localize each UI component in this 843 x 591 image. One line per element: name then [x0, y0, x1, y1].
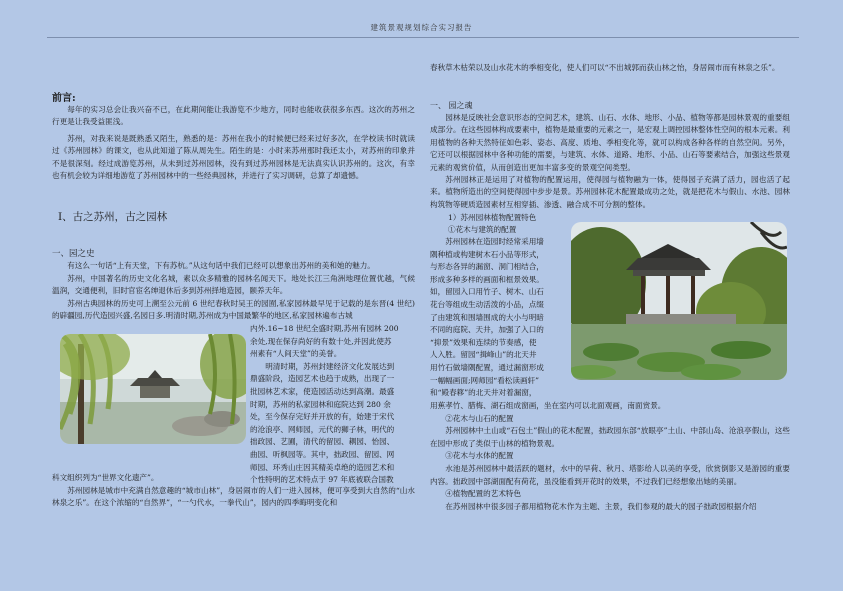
history-wrap-line: 明清时期，苏州封建经济文化发展达到 [265, 361, 395, 371]
history-wrap-line: 师园、环秀山庄因其精美卓绝的造园艺术和 [250, 462, 395, 472]
wrap-line: 不同的庭院、天井，加强了入口的 [430, 325, 544, 335]
wrap-line: “抑景”效果和连续的节奏感，使 [430, 337, 537, 347]
history-paragraph-1: 有这么一句话“上有天堂，下有苏杭。”从这句话中我们已经可以想象出苏州的美和她的魅力。 [67, 261, 375, 270]
section-heading-soul: 一、 园之魂 [430, 101, 473, 110]
plant-rock-text: 苏州园林中土山或“石包土”假山的花木配置，拙政园东部“放眼亭”土山、中部山岛、沧浪亭假山，这些在园中形成了类似于山林的植物景观。 [430, 426, 790, 448]
history-wrap-line: 拙政园、艺圃，清代的留园、耦园、怡园、 [250, 437, 395, 447]
preface-heading: 前言: [52, 93, 76, 104]
soul-paragraph-1: 园林是反映社会意识形态的空间艺术，建筑、山石、水体、地形、小品、植物等都是园林景观的重要组成部分。在这些园林构成要素中，植物是最重要的元素之一，是宏观上调控园林整体性空间的根本元素。利用植物的各种天然特征如色彩、姿态、高度、质地、季相变化等，就可以构成各种各样的自然空间。另外，它还可以根据园林中各种功能的需要，与建筑、水体、道路、地形、小品、山石等要素结合，加强这些景观元素的观赏价值，从而创造出更加丰富多变的景观空间类型。 [430, 113, 790, 172]
history-body-continued [52, 472, 415, 510]
header-divider [47, 37, 799, 38]
history-paragraph-4-tail: 科文组织列为“世界文化遗产”。 [52, 473, 159, 482]
history-wrap-line: 内外.16~18 世纪全盛时期,苏州有园林 200 [250, 324, 399, 333]
plant-art-text: 在苏州园林中很多园子都用植物花木作为主题、主景，我们参观的最大的园子拙政园根据介绍 [445, 501, 757, 511]
soul-body [430, 112, 790, 211]
planting-body-lower [430, 400, 790, 513]
wrap-line: 如，留园入口用竹子、树木、山石 [430, 287, 544, 297]
subheading-plant-water: ③花木与水体的配置 [445, 451, 514, 461]
wrap-line: 了由建筑和围墙围成的大小与明暗 [430, 312, 544, 322]
subheading-plant-building: ①花木与建筑的配置 [448, 225, 517, 235]
history-wrap-line: 州素有“人间天堂”的美誉。 [250, 349, 342, 359]
history-wrap-line: 时期，苏州的私家园林和庭院达到 280 余 [250, 399, 391, 409]
history-paragraph-5: 苏州园林是城市中充满自然意趣的“城市山林”，身居闹市的人们一进入园林，便可享受到大自然的“山水林泉之乐”。在这个浓缩的“自然界”，“一勺代水，一拳代山”，园内的四季晦明变化和 [52, 485, 415, 508]
part-heading: Ⅰ、古之苏州，古之园林 [58, 211, 168, 223]
wrap-line: 人入胜。留园“揖峰山”的北天井 [430, 350, 537, 360]
history-wrap-line: 鼎盛阶段，造园艺术也趋于成熟，出现了一 [250, 374, 395, 384]
wrap-line: 一幅幅画面;网师园“看松读画轩” [430, 375, 540, 385]
preface-paragraph-1: 每年的实习总会让我兴奋不已，在此期间能让我游览不少地方，同时也能收获很多东西。这次的苏州之行更是让我受益匪浅。 [52, 105, 415, 127]
history-wrap-line: 余处,现在保存尚好的有数十处,并因此使苏 [250, 336, 392, 346]
section-heading-history: 一、园之史 [52, 249, 95, 259]
plant-building-text [430, 236, 568, 400]
history-paragraph-3: 苏州古典园林的历史可上溯至公元前 6 世纪春秋时吴王的园囿,私家园林最早见于记载的是东晋(4 世纪)的辟疆园,历代造园兴盛,名园日多.明清时期,苏州成为中国最繁华的地区,私家园林遍布古城 [52, 298, 415, 321]
plant-water-text: 水池是苏州园林中最活跃的题材，水中的早荷、秋月、塔影给人以美的享受，欣赏倒影又是游园的重要内容。拙政园中部湖面配有荷花，虽没能看到开花时的效果，不过我们已经想象出她的美丽。 [430, 463, 790, 486]
history-wrap-line: 个性特明的艺术特点于 97 年底被联合国教 [250, 475, 394, 485]
wrap-line: 隅种植或构建树木石小品等形式， [430, 249, 544, 259]
preface-paragraph-2: 苏州，对我来说是既熟悉又陌生，熟悉的是：苏州在我小的时候便已经来过好多次，在学校读书时就读过《苏州园林》的课文，也从此知道了陈从周先生。陌生的是：小时来苏州那时我还太小，对苏州的印象并不是很深刻。经过成游览苏州，从未到过苏州园林，没有到过苏州园林是无法真实认识苏州的。这次，有幸也有机会较为详细地游览了苏州园林中的一些经典园林，并进行了实习调研，总算了却遗憾。 [52, 133, 415, 181]
history-wrap-line: 批园林艺术家，使造园活动达到高潮。最盛 [250, 386, 395, 396]
history-wrap-line: 曲园、听枫园等。其中，拙政园、留园、网 [250, 449, 395, 459]
history-wrap-line: 的沧浪亭、网师园，元代的狮子林，明代的 [250, 424, 395, 434]
history-paragraph-2: 苏州，中国著名的历史文化名城，素以众多精雅的园林名闻天下。地处长江三角洲地理位置优越，气候温润，交通便利，旧时官宦名绅退休后多到苏州择地造园，颐养天年。 [52, 273, 415, 296]
garden-photo-pavilion-lotus [571, 222, 787, 380]
wrap-line: 花台等组成生动活泼的小品，点缀 [430, 299, 544, 309]
preface-body [52, 104, 415, 182]
history-wrap-line: 处，至今保存完好并开放的有，始建于宋代 [250, 412, 395, 422]
right-top-paragraph [430, 62, 790, 74]
garden-photo-willow-pavilion [60, 334, 246, 444]
history-body [52, 260, 415, 323]
subheading-plant-rock: ②花木与山石的配置 [445, 413, 514, 423]
soul-paragraph-2: 苏州园林正是运用了对植物的配置运用，使得园与植物融为一体，使得园子充满了活力，园也活了起来。植物所造出的空间使得园中步步是景。苏州园林花木配置最成功之处，就是把花木与假山、水池、园林构筑物等硬质造园素材互相穿插、渗透、融合成不可分割的整体。 [430, 175, 790, 209]
wrap-line: 苏州园林在造园时经常采用墙 [445, 237, 544, 246]
wrap-line: 和“殿春簃”的北天井对着漏窗， [430, 388, 537, 398]
subheading-plant-art: ④植物配置的艺术特色 [445, 489, 522, 499]
wrap-line: 形成多种多样的画面和框景效果。 [430, 274, 544, 284]
plant-building-tail: 用蕉孝竹、腊梅、湖石组成窗画，坐在室内可以北面观画，南面赏景。 [430, 401, 666, 410]
subheading-planting-features: 1）苏州园林植物配置特色 [448, 213, 537, 222]
history-wrap-text [250, 323, 415, 487]
continuation-paragraph: 春秋草木枯荣以及山水花木的季相变化，使人们可以“不出城郭而获山林之怡，身居闹市而有林泉之乐”。 [430, 63, 780, 72]
planting-wrap-text [448, 212, 568, 237]
page-header-title: 建筑景观规划综合实习报告 [370, 23, 473, 32]
wrap-line: 与形态各异的漏窗、洞门相结合， [430, 262, 544, 272]
wrap-line: 用竹石做墙隅配置，通过漏窗形成 [430, 362, 544, 372]
